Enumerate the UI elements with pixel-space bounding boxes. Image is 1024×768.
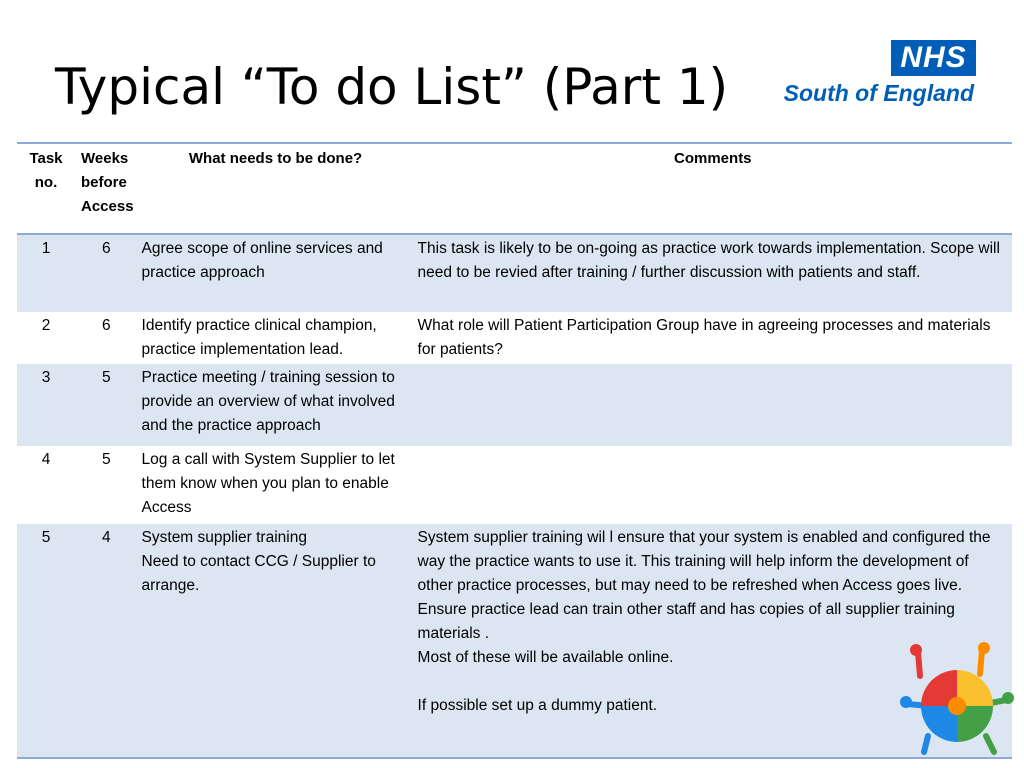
row-comment <box>414 446 1012 524</box>
table-header-row <box>17 143 1012 234</box>
header-what: What needs to be done? <box>138 143 414 234</box>
header-weeks: Weeks before Access <box>75 143 138 234</box>
row-task: Agree scope of online services and practice approach <box>141 240 383 281</box>
row-task: Identify practice clinical champion, practice implementation lead. <box>141 317 377 358</box>
table-row <box>17 234 1012 312</box>
row-num: 5 <box>41 529 51 546</box>
todo-table <box>17 142 1012 759</box>
row-task: Log a call with System Supplier to let them know when you plan to enable Access <box>141 451 395 516</box>
row-weeks: 6 <box>101 240 111 257</box>
slide-title: Typical “To do List” (Part 1) <box>55 58 729 116</box>
row-task: System supplier training Need to contact CCG / Supplier to arrange. <box>141 529 376 594</box>
row-num: 3 <box>41 369 51 386</box>
row-num: 2 <box>41 317 51 334</box>
puzzle-people-icon <box>898 640 1016 756</box>
header-task-no: Task no. <box>17 143 75 234</box>
row-task: Practice meeting / training session to provide an overview of what involved and the practice approach <box>141 369 395 434</box>
table-row <box>17 312 1012 364</box>
table-row <box>17 446 1012 524</box>
row-weeks: 6 <box>101 317 111 334</box>
row-comment: What role will Patient Participation Group have in agreeing processes and materials for patients? <box>417 317 991 358</box>
row-weeks: 4 <box>101 529 111 546</box>
nhs-logo <box>742 40 976 110</box>
header-comments: Comments <box>414 143 1012 234</box>
region-name: South of England <box>783 80 974 106</box>
row-num: 1 <box>41 240 51 257</box>
row-comment: System supplier training wil l ensure that your system is enabled and configured the way the practice wants to use it. This training will help inform the development of other practice processes, but may need to be refreshed when Access goes live. Ensure practice lead can train other staff and has copies of all supplier training materials . Most of these will be available online. If possible set up a dummy patient. <box>417 529 991 714</box>
row-comment <box>414 364 1012 446</box>
row-weeks: 5 <box>101 451 111 468</box>
row-num: 4 <box>41 451 51 468</box>
row-comment: This task is likely to be on-going as practice work towards implementation. Scope will need to be revied after training / further discussion with patients and staff. <box>417 240 1000 281</box>
row-weeks: 5 <box>101 369 111 386</box>
table-row <box>17 524 1012 758</box>
nhs-badge: NHS <box>891 40 976 76</box>
table-row <box>17 364 1012 446</box>
